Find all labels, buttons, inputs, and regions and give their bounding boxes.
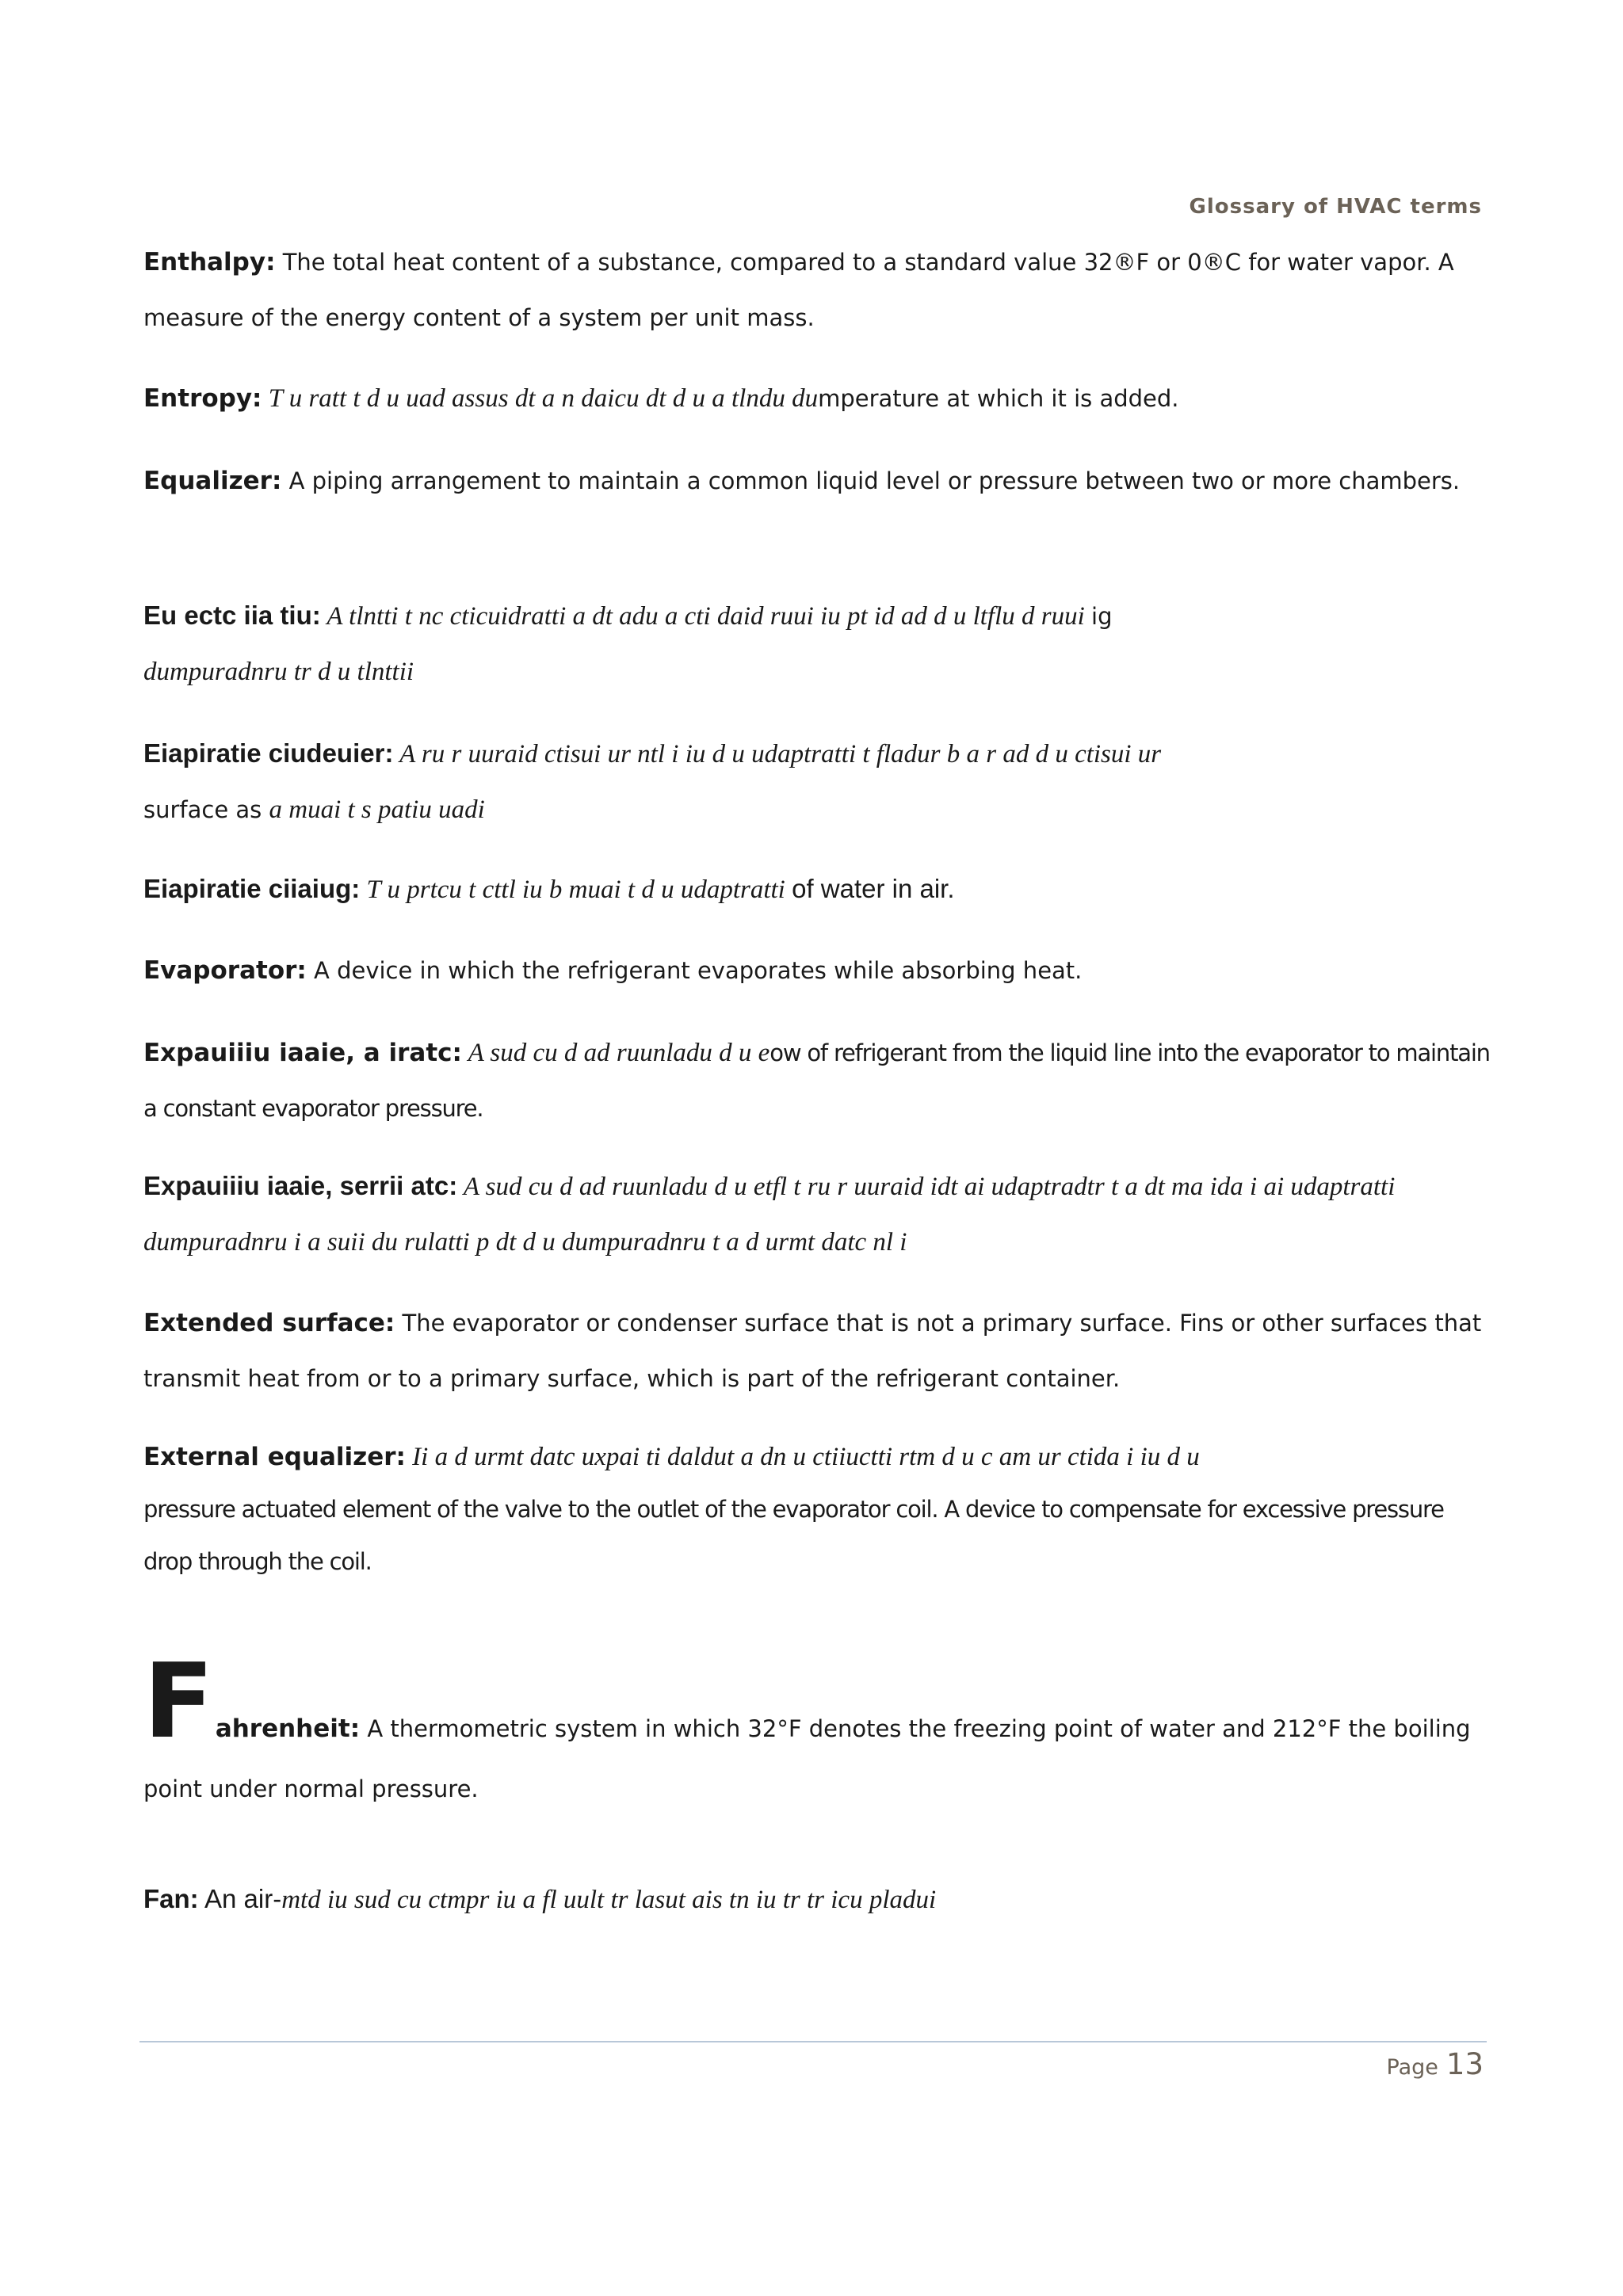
entry-definition: of water in air. — [792, 874, 955, 903]
glossary-entry-expansion-valve-automatic — [143, 1025, 1491, 1136]
footer-divider — [139, 2041, 1487, 2042]
entry-definition: ig — [1091, 603, 1113, 630]
entry-term: Evaporator: — [143, 956, 307, 985]
entry-term: ahrenheit: — [215, 1714, 361, 1743]
entry-definition: A piping arrangement to maintain a common liquid level or pressure between two or more chambers. — [281, 467, 1461, 494]
entry-garbled-text: A ru r uuraid ctisui ur ntl i iu d u udaptratti t fladur b a r ad d u ctisui ur — [393, 740, 1162, 769]
entry-definition: pressure actuated element of the valve to the outlet of the evaporator coil. A device to compensate for excessive pressure drop through the coil. — [143, 1496, 1444, 1575]
glossary-entry-evaporator — [143, 943, 1491, 998]
entry-term: External equalizer: — [143, 1443, 406, 1471]
entry-definition: ow of refrigerant from the liquid line into the evaporator to maintain a constant evaporator pressure. — [143, 1039, 1490, 1122]
entry-definition: The total heat content of a substance, compared to a standard value 32®F or 0®C for water vapor. A measure of the energy content of a system per unit mass. — [143, 249, 1454, 331]
page-number-value: 13 — [1445, 2047, 1484, 2081]
running-header: Glossary of HVAC terms — [1189, 195, 1482, 219]
entry-term: Expauiiiu iaaie, serrii atc: — [143, 1171, 458, 1200]
entry-garbled-text: Ii a d urmt datc uxpai ti daldut a dn u ctiiuctti rtm d u c am ur ctida i iu d u — [405, 1443, 1200, 1471]
entry-term: Extended surface: — [143, 1309, 395, 1337]
entry-term: Eiapiratie ciudeuier: — [143, 738, 394, 768]
entry-garbled-text: a muai t s patiu uadi — [269, 795, 485, 824]
glossary-entry-evaporative-condenser — [143, 726, 1491, 837]
glossary-entry-entropy — [143, 371, 1491, 426]
entry-garbled-text: A sud cu d ad ruunladu d u etfl t ru r uuraid idt ai udaptradtr t a dt ma ida i ai udaptratti dumpuradnru i a suii du rulatti p dt d u dumpuradnru t a d urmt datc nl i — [143, 1173, 1396, 1257]
entry-term: Expauiiiu iaaie, a iratc: — [143, 1039, 462, 1067]
entry-definition: surface as — [143, 796, 269, 823]
glossary-entry-extended-surface — [143, 1295, 1491, 1406]
entry-garbled-text: T u prtcu t cttl iu b muai t d u udaptratti — [360, 875, 792, 904]
entry-term: Fan: — [143, 1884, 199, 1913]
entry-garbled-text: mtd iu sud cu ctmpr iu a fl uult tr lasut ais tn iu tr tr icu pladui — [281, 1886, 937, 1914]
entry-garbled-text: A sud cu d ad ruunladu d u e — [461, 1039, 770, 1067]
glossary-entry-equalizer — [143, 453, 1491, 509]
glossary-entry-evaporative-cooling — [143, 861, 1491, 917]
glossary-entry-fan — [143, 1871, 1491, 1928]
entry-definition: The evaporator or condenser surface that is not a primary surface. Fins or other surfaces that transmit heat from or to a primary surface, which is part of the refrigerant container. — [143, 1310, 1482, 1392]
entry-term: Eu ectc iia tiu: — [143, 601, 321, 630]
entry-garbled-text: A tlntti t nc cticuidratti a dt adu a cti daid ruui iu pt id ad d u ltflu d ruui — [320, 602, 1092, 631]
entry-term: Equalizer: — [143, 467, 282, 495]
drop-cap-letter: F — [143, 1641, 214, 1761]
entry-term: Enthalpy: — [143, 248, 276, 277]
entry-garbled-text: dumpuradnru tr d u tlnttii — [143, 658, 414, 686]
entry-term: Eiapiratie ciiaiug: — [143, 874, 361, 903]
page-number — [1387, 2047, 1484, 2081]
entry-definition: mperature at which it is added. — [818, 385, 1179, 412]
page-label: Page — [1386, 2055, 1438, 2080]
entry-definition: A thermometric system in which 32°F denotes the freezing point of water and 212°F the boiling point under normal pressure. — [143, 1715, 1471, 1802]
glossary-entry-eutectic-solution — [143, 588, 1491, 700]
entry-definition: An air- — [198, 1884, 282, 1913]
glossary-entry-fahrenheit — [143, 1641, 1491, 1819]
glossary-entry-external-equalizer — [143, 1431, 1491, 1588]
glossary-entry-expansion-valve-thermostatic — [143, 1158, 1491, 1270]
glossary-entry-enthalpy — [143, 235, 1491, 345]
entry-garbled-text: T u ratt t d u uad assus dt a n daicu dt d u a tlndu du — [262, 384, 819, 413]
entry-term: Entropy: — [143, 384, 262, 413]
entry-definition: A device in which the refrigerant evaporates while absorbing heat. — [306, 957, 1083, 984]
